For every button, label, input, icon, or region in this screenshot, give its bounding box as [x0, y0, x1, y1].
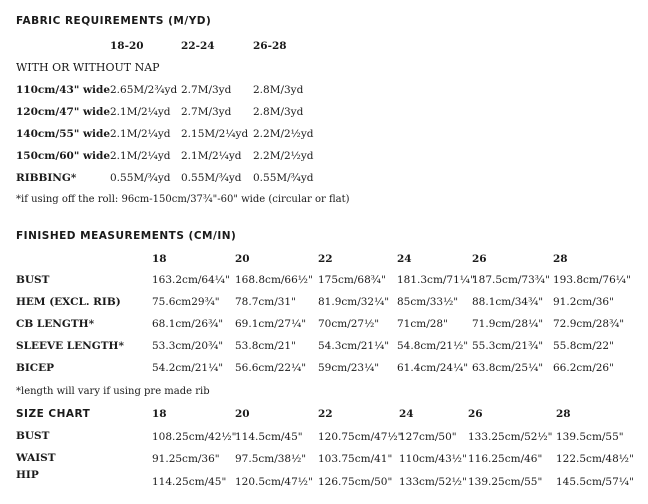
finished-size-header: 20	[235, 253, 250, 265]
finished-measurements-title: FINISHED MEASUREMENTS (CM/IN)	[16, 230, 237, 242]
fabric-footnote: *if using off the roll: 96cm-150cm/37¾"-60" wide (circular or flat)	[16, 194, 350, 205]
fabric-value: 2.8M/3yd	[253, 106, 304, 118]
finished-value: 53.8cm/21"	[235, 340, 296, 352]
size-chart-value: 114.25cm/45"	[152, 476, 227, 488]
finished-value: 81.9cm/32¼"	[318, 296, 390, 308]
finished-row-label: SLEEVE LENGTH*	[16, 340, 124, 352]
size-chart-value: 145.5cm/57¼"	[556, 476, 634, 488]
size-chart-value: 127cm/50"	[399, 431, 457, 443]
size-chart-row-label: WAIST	[16, 452, 56, 464]
fabric-value: 2.8M/3yd	[253, 84, 304, 96]
fabric-value: 0.55M/¾yd	[253, 172, 314, 184]
finished-value: 70cm/27½"	[318, 318, 380, 330]
size-chart-value: 97.5cm/38½"	[235, 453, 307, 465]
fabric-requirements-title: FABRIC REQUIREMENTS (M/YD)	[16, 15, 212, 27]
nap-note: WITH OR WITHOUT NAP	[16, 61, 160, 74]
fabric-value: 0.55M/¾yd	[181, 172, 242, 184]
size-chart-size-header: 22	[318, 408, 333, 420]
size-chart-size-header: 18	[152, 408, 167, 420]
fabric-size-header: 26-28	[253, 40, 287, 52]
fabric-value: 2.7M/3yd	[181, 106, 232, 118]
finished-row-label: HEM (EXCL. RIB)	[16, 296, 121, 308]
finished-value: 53.3cm/20¾"	[152, 340, 224, 352]
size-chart-value: 114.5cm/45"	[235, 431, 303, 443]
fabric-row-label: 110cm/43" wide	[16, 84, 111, 96]
size-chart-value: 126.75cm/50"	[318, 476, 393, 488]
finished-row-label: CB LENGTH*	[16, 318, 95, 330]
size-chart-size-header: 20	[235, 408, 250, 420]
size-chart-row-label: BUST	[16, 430, 50, 442]
finished-value: 71cm/28"	[397, 318, 448, 330]
finished-footnote: *length will vary if using pre made rib	[16, 386, 210, 397]
finished-size-header: 28	[553, 253, 568, 265]
fabric-row-label: 150cm/60" wide	[16, 150, 111, 162]
finished-value: 54.2cm/21¼"	[152, 362, 224, 374]
size-chart-size-header: 26	[468, 408, 483, 420]
finished-value: 78.7cm/31"	[235, 296, 296, 308]
finished-value: 63.8cm/25¼"	[472, 362, 544, 374]
finished-row-label: BUST	[16, 274, 50, 286]
fabric-value: 2.1M/2¼yd	[110, 150, 171, 162]
fabric-value: 2.1M/2¼yd	[181, 150, 242, 162]
fabric-value: 2.7M/3yd	[181, 84, 232, 96]
fabric-row-label: 120cm/47" wide	[16, 106, 111, 118]
fabric-value: 2.15M/2¼yd	[181, 128, 249, 140]
size-chart-value: 139.25cm/55"	[468, 476, 543, 488]
finished-value: 175cm/68¾"	[318, 274, 386, 286]
size-chart-value: 108.25cm/42½"	[152, 431, 237, 443]
size-chart-value: 133cm/52½"	[399, 476, 467, 488]
size-chart-value: 110cm/43½"	[399, 453, 467, 465]
finished-value: 54.8cm/21½"	[397, 340, 469, 352]
size-chart-value: 120.5cm/47½"	[235, 476, 313, 488]
size-chart-value: 103.75cm/41"	[318, 453, 393, 465]
finished-value: 71.9cm/28¼"	[472, 318, 544, 330]
fabric-row-label: RIBBING*	[16, 172, 77, 184]
fabric-size-header: 22-24	[181, 40, 215, 52]
finished-size-header: 24	[397, 253, 412, 265]
fabric-value: 2.2M/2½yd	[253, 128, 314, 140]
size-chart-value: 120.75cm/47½"	[318, 431, 403, 443]
size-chart-value: 122.5cm/48½"	[556, 453, 634, 465]
fabric-value: 2.1M/2¼yd	[110, 128, 171, 140]
finished-row-label: BICEP	[16, 362, 55, 374]
finished-value: 68.1cm/26¾"	[152, 318, 224, 330]
finished-value: 181.3cm/71¼"	[397, 274, 475, 286]
finished-size-header: 18	[152, 253, 167, 265]
size-chart-title: SIZE CHART	[16, 408, 91, 420]
finished-value: 69.1cm/27¼"	[235, 318, 307, 330]
size-chart-value: 91.25cm/36"	[152, 453, 220, 465]
size-chart-value: 139.5cm/55"	[556, 431, 624, 443]
finished-value: 55.3cm/21¾"	[472, 340, 544, 352]
finished-value: 56.6cm/22¼"	[235, 362, 307, 374]
finished-value: 85cm/33½"	[397, 296, 459, 308]
finished-size-header: 22	[318, 253, 333, 265]
fabric-value: 2.65M/2¾yd	[110, 84, 178, 96]
size-chart-size-header: 24	[399, 408, 414, 420]
finished-value: 59cm/23¼"	[318, 362, 380, 374]
size-chart-size-header: 28	[556, 408, 571, 420]
finished-value: 55.8cm/22"	[553, 340, 614, 352]
finished-value: 193.8cm/76¼"	[553, 274, 631, 286]
size-chart-value: 116.25cm/46"	[468, 453, 543, 465]
finished-value: 54.3cm/21¼"	[318, 340, 390, 352]
finished-value: 91.2cm/36"	[553, 296, 614, 308]
finished-value: 88.1cm/34¾"	[472, 296, 544, 308]
finished-value: 72.9cm/28¾"	[553, 318, 625, 330]
fabric-size-header: 18-20	[110, 40, 144, 52]
finished-value: 163.2cm/64¼"	[152, 274, 230, 286]
finished-value: 75.6cm29¾"	[152, 296, 220, 308]
finished-value: 61.4cm/24¼"	[397, 362, 469, 374]
finished-value: 187.5cm/73¾"	[472, 274, 550, 286]
finished-size-header: 26	[472, 253, 487, 265]
fabric-value: 0.55M/¾yd	[110, 172, 171, 184]
fabric-value: 2.2M/2½yd	[253, 150, 314, 162]
fabric-value: 2.1M/2¼yd	[110, 106, 171, 118]
size-chart-value: 133.25cm/52½"	[468, 431, 553, 443]
fabric-row-label: 140cm/55" wide	[16, 128, 111, 140]
finished-value: 168.8cm/66½"	[235, 274, 313, 286]
finished-value: 66.2cm/26"	[553, 362, 614, 374]
size-chart-row-label: HIP	[16, 469, 39, 481]
